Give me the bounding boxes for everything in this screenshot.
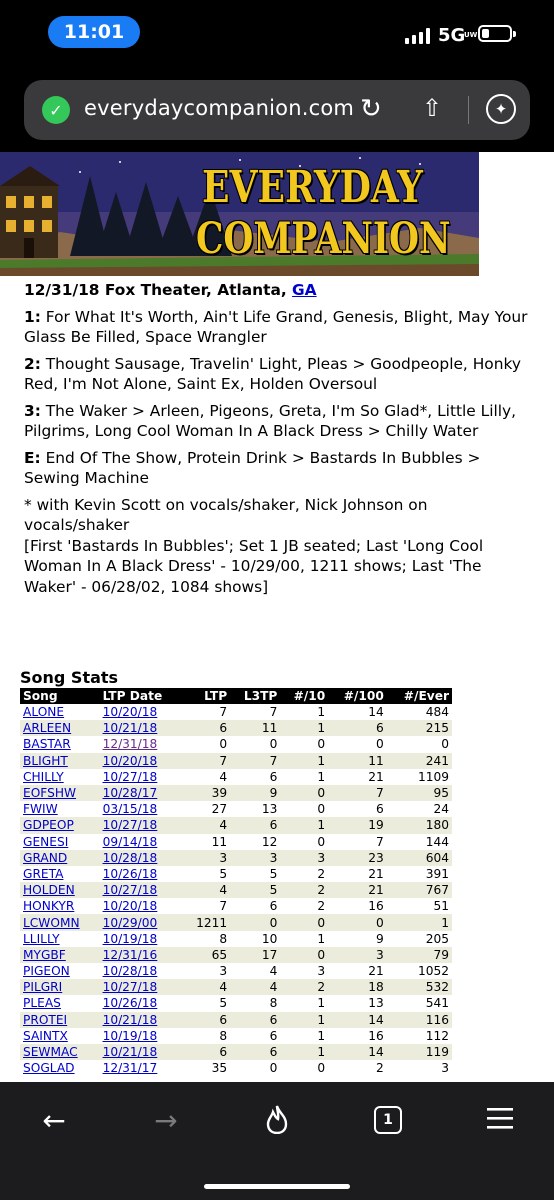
table-row [20,834,452,850]
cell-stat: 7 [376,834,384,849]
table-row [20,801,452,817]
ltp-date-link[interactable]: 10/29/00 [102,915,158,930]
cell-stat: 6 [183,1044,230,1060]
cell-stat: 0 [219,737,228,752]
ltp-date-link[interactable]: 10/28/17 [102,786,158,801]
cell-ltp-date[interactable] [100,1028,184,1044]
cell-song[interactable] [20,1044,100,1060]
cell-ltp-date[interactable] [100,963,184,979]
web-page [0,152,554,1082]
cell-song[interactable] [20,1028,100,1044]
signal-bars-icon [405,28,430,44]
cell-stat: 1 [317,931,326,946]
cell-stat: 7 [219,899,228,914]
cell-stat: 3 [230,850,280,866]
set-songs: The Waker > Arleen, Pigeons, Greta, I'm So Glad*, Little Lilly, Pilgrims, Long Cool Woman In A Black Dress > Chilly Water [24,401,517,440]
cell-stat: 532 [387,979,452,995]
col-song: Song [20,688,100,704]
cell-ltp-date[interactable] [100,1044,184,1060]
show-title-text: 12/31/18 Fox Theater, Atlanta, [24,281,287,299]
song-stats-title: Song Stats [20,668,119,687]
cell-song[interactable] [20,914,100,930]
cell-ltp-date[interactable] [100,785,184,801]
cell-stat: 24 [433,802,449,817]
set-label: 1: [24,307,41,326]
cell-stat: 0 [269,737,278,752]
cell-stat: 767 [387,882,452,898]
cell-song[interactable] [20,979,100,995]
cell-stat: 65 [183,947,230,963]
table-row [20,914,452,930]
ltp-date-link[interactable]: 10/19/18 [102,1028,158,1043]
cell-stat: 1 [280,720,328,736]
table-row [20,1044,452,1060]
cell-stat: 21 [368,866,384,881]
cell-ltp-date[interactable] [100,866,184,882]
cell-stat: 1052 [417,964,449,979]
song-stats-table [20,688,452,1076]
col-ltp: LTP [183,688,230,704]
col-last10: #/10 [280,688,328,704]
banner-title-line2: COMPANION [196,214,451,264]
ltp-date-link[interactable]: 10/26/18 [102,996,158,1011]
song-link[interactable]: FWIW [23,802,58,817]
browser-chrome [0,66,554,152]
cell-ltp-date[interactable] [100,979,184,995]
col-last100: #/100 [328,688,387,704]
cell-stat: 1 [317,996,326,1011]
song-link[interactable]: GDPEOP [23,818,74,833]
cell-stat: 12 [261,834,278,849]
cell-stat: 13 [368,996,384,1011]
cell-ltp-date[interactable] [100,801,184,817]
cell-stat: 0 [280,785,328,801]
table-row [20,1028,452,1044]
cell-stat: 2 [317,866,326,881]
song-link[interactable]: PIGEON [23,964,70,979]
cell-stat: 1 [317,769,326,784]
set-songs: For What It's Worth, Ain't Life Grand, Genesis, Blight, May Your Glass Be Filled, Space Wrangler [24,307,528,346]
ltp-date-link[interactable]: 10/20/18 [102,705,158,720]
cell-stat: 21 [368,769,384,784]
cell-ltp-date[interactable] [100,769,184,785]
cell-stat: 27 [211,802,228,817]
cell-ltp-date[interactable] [100,1012,184,1028]
cell-stat: 21 [368,964,384,979]
cell-stat: 215 [387,720,452,736]
ltp-date-link[interactable]: 10/28/18 [102,964,158,979]
cell-ltp-date[interactable] [100,704,184,720]
song-link[interactable]: LCWOMN [23,915,80,930]
cell-stat: 391 [425,866,449,881]
cell-song[interactable] [20,850,100,866]
cell-stat: 18 [328,979,387,995]
song-link[interactable]: HOLDEN [23,883,75,898]
cell-stat: 8 [219,931,228,946]
cell-ltp-date[interactable] [100,914,184,930]
col-l3tp: L3TP [230,688,280,704]
cell-stat: 79 [387,947,452,963]
table-row [20,720,452,736]
cell-stat: 484 [425,705,449,720]
cell-stat: 11 [230,720,280,736]
cell-stat: 1109 [417,769,449,784]
cell-stat: 6 [230,1044,280,1060]
address-divider [468,96,469,124]
cell-ltp-date[interactable] [100,817,184,833]
cell-stat: 541 [425,996,449,1011]
cell-song[interactable] [20,817,100,833]
show-notes: [First 'Bastards In Bubbles'; Set 1 JB seated; Last 'Long Cool Woman In A Black Dress' - 10/29/00, 1211 shows; Last 'The Waker' - 06/28/02, 1084 shows] [24,536,484,596]
cell-song[interactable] [20,769,100,785]
flame-icon[interactable] [257,1104,297,1141]
table-row [20,1060,452,1076]
table-row [20,753,452,769]
menu-icon[interactable] [480,1104,520,1137]
cell-stat: 144 [425,834,449,849]
ltp-date-link[interactable]: 12/31/17 [102,1061,158,1076]
cell-stat: 16 [368,1028,384,1043]
ltp-date-link[interactable]: 12/31/18 [102,737,158,752]
network-sub-label: UW [464,31,478,39]
cell-song[interactable] [20,801,100,817]
ltp-date-link[interactable]: 10/21/18 [102,1012,158,1027]
cell-ltp-date[interactable] [100,736,184,752]
cell-stat: 4 [183,817,230,833]
cell-stat: 1 [387,914,452,930]
cell-stat: 8 [219,1028,228,1043]
cell-stat: 1 [280,1044,328,1060]
cell-stat: 2 [317,899,326,914]
cell-stat: 4 [269,964,278,979]
cell-song[interactable] [20,963,100,979]
cell-stat: 0 [317,802,326,817]
ltp-date-link[interactable]: 10/27/18 [102,980,158,995]
ltp-date-link[interactable]: 10/27/18 [102,818,158,833]
cell-song[interactable] [20,1060,100,1076]
home-indicator[interactable] [204,1184,350,1189]
cell-stat: 14 [328,1044,387,1060]
table-header-row [20,688,452,704]
cell-stat: 3 [441,1061,449,1076]
cell-song[interactable] [20,882,100,898]
cell-stat: 14 [368,705,384,720]
cell-stat: 5 [230,882,280,898]
cell-ltp-date[interactable] [100,882,184,898]
cell-stat: 205 [425,931,449,946]
table-row [20,931,452,947]
status-bar [0,0,554,66]
cell-stat: 0 [317,1061,326,1076]
cell-stat: 4 [183,882,230,898]
table-row [20,817,452,833]
cell-song[interactable] [20,947,100,963]
cell-ltp-date[interactable] [100,898,184,914]
cell-stat: 3 [183,850,230,866]
set-label: E: [24,448,41,467]
table-row [20,995,452,1011]
song-link[interactable]: LLILLY [23,931,60,946]
cell-song[interactable] [20,1012,100,1028]
cell-stat: 5 [269,866,278,881]
cell-stat: 116 [387,1012,452,1028]
table-row [20,736,452,752]
cell-song[interactable] [20,704,100,720]
cell-stat: 112 [425,1028,449,1043]
cell-stat: 2 [280,979,328,995]
song-link[interactable]: ARLEEN [23,721,72,736]
song-link[interactable]: CHILLY [23,769,64,784]
cell-stat: 119 [387,1044,452,1060]
back-arrow-icon[interactable]: ← [42,1104,66,1137]
ltp-date-link[interactable]: 10/21/18 [102,1045,158,1060]
cell-stat: 5 [219,996,228,1011]
cell-ltp-date[interactable] [100,834,184,850]
share-icon[interactable]: ⇧ [422,94,443,122]
network-label: 5G [438,25,466,46]
status-time[interactable]: 11:01 [48,16,140,48]
ltp-date-link[interactable]: 10/19/18 [102,931,158,946]
cell-stat: 1 [280,753,328,769]
cell-stat: 4 [219,769,228,784]
cell-stat: 0 [230,914,280,930]
cell-stat: 5 [219,866,228,881]
song-link[interactable]: PROTEI [23,1012,68,1027]
cell-stat: 23 [328,850,387,866]
cell-stat: 3 [280,850,328,866]
song-link[interactable]: GRAND [23,850,68,865]
footnote: * with Kevin Scott on vocals/shaker, Nick Johnson on vocals/shaker [24,495,428,534]
table-row [20,979,452,995]
song-link[interactable]: GRETA [23,866,64,881]
table-row [20,785,452,801]
cell-stat: 51 [433,899,449,914]
table-row [20,769,452,785]
cell-stat: 6 [328,720,387,736]
cell-ltp-date[interactable] [100,753,184,769]
cell-stat: 2 [376,1061,384,1076]
table-row [20,882,452,898]
cell-stat: 21 [328,882,387,898]
cell-stat: 8 [269,996,278,1011]
cell-stat: 0 [280,947,328,963]
set-3 [24,401,536,442]
cell-song[interactable] [20,834,100,850]
song-link[interactable]: PILGRI [23,980,63,995]
cell-stat: 6 [269,769,278,784]
banner-title-line1: EVERYDAY [202,162,423,213]
cell-song[interactable] [20,866,100,882]
table-row [20,1012,452,1028]
set-label: 3: [24,401,41,420]
song-link[interactable]: EOFSHW [23,786,77,801]
cell-song[interactable] [20,898,100,914]
cell-ltp-date[interactable] [100,931,184,947]
cell-stat: 4 [183,979,230,995]
reload-icon[interactable]: ↻ [360,94,382,124]
cell-stat: 1 [317,705,326,720]
battery-icon [478,25,512,42]
cell-song[interactable] [20,736,100,752]
song-link[interactable]: GENESI [23,834,69,849]
cell-stat: 16 [368,899,384,914]
cell-stat: 6 [183,1012,230,1028]
song-link[interactable]: HONKYR [23,899,75,914]
cell-stat: 1211 [183,914,230,930]
table-row [20,850,452,866]
setlist [24,280,536,597]
song-link[interactable]: SOGLAD [23,1061,75,1076]
cell-stat: 35 [211,1061,228,1076]
set-encore [24,448,536,489]
ltp-date-link[interactable]: 12/31/16 [102,947,158,962]
cell-stat: 3 [317,964,326,979]
song-link[interactable]: BASTAR [23,737,71,752]
url-text[interactable]: everydaycompanion.com [84,96,355,120]
cell-stat: 95 [387,785,452,801]
set-2 [24,354,536,395]
cell-stat: 0 [280,914,328,930]
ltp-date-link[interactable]: 10/28/18 [102,850,158,865]
cell-stat: 1 [280,817,328,833]
tabs-icon[interactable]: 1 [374,1106,402,1134]
shield-check-icon[interactable]: ✓ [42,96,70,124]
ltp-date-link[interactable]: 10/21/18 [102,721,158,736]
cell-stat: 6 [269,899,278,914]
cell-stat: 39 [183,785,230,801]
cell-song[interactable] [20,995,100,1011]
song-link[interactable]: PLEAS [23,996,61,1011]
cell-stat: 180 [387,817,452,833]
ltp-date-link[interactable]: 10/27/18 [102,883,158,898]
cell-song[interactable] [20,720,100,736]
cell-stat: 0 [317,737,326,752]
song-link[interactable]: ALONE [23,705,65,720]
ltp-date-link[interactable]: 10/26/18 [102,866,158,881]
cell-stat: 19 [328,817,387,833]
cell-ltp-date[interactable] [100,1060,184,1076]
set-label: 2: [24,354,41,373]
song-link[interactable]: SAINTX [23,1028,68,1043]
cell-song[interactable] [20,753,100,769]
cell-ltp-date[interactable] [100,995,184,1011]
cell-stat: 6 [230,817,280,833]
col-ltp-date: LTP Date [100,688,184,704]
song-link[interactable]: MYGBF [23,947,66,962]
cell-ltp-date[interactable] [100,947,184,963]
song-link[interactable]: SEWMAC [23,1045,78,1060]
cell-stat: 7 [219,705,228,720]
cell-stat: 9 [376,931,384,946]
cell-stat: 0 [376,737,384,752]
table-row [20,898,452,914]
site-banner[interactable] [0,152,479,276]
cell-stat: 0 [441,737,449,752]
set-songs: Thought Sausage, Travelin' Light, Pleas > Goodpeople, Honky Red, I'm Not Alone, Saint Ex, Holden Oversoul [24,354,521,393]
cell-stat: 11 [328,753,387,769]
cell-stat: 7 [269,705,278,720]
cell-stat: 1 [317,1028,326,1043]
ltp-date-link[interactable]: 10/20/18 [102,753,158,768]
ltp-date-link[interactable]: 03/15/18 [102,802,158,817]
col-ever: #/Ever [387,688,452,704]
ltp-date-link[interactable]: 10/27/18 [102,769,158,784]
cell-stat: 4 [230,979,280,995]
bottom-toolbar [0,1082,554,1200]
cell-stat: 3 [328,947,387,963]
cell-stat: 13 [261,802,278,817]
cell-stat: 11 [211,834,228,849]
forward-arrow-icon[interactable]: → [154,1104,178,1137]
cell-song[interactable] [20,785,100,801]
cell-stat: 17 [230,947,280,963]
cell-ltp-date[interactable] [100,720,184,736]
set-1 [24,307,536,348]
table-row [20,963,452,979]
cell-stat: 6 [376,802,384,817]
table-row [20,947,452,963]
table-row [20,866,452,882]
cell-stat: 10 [261,931,278,946]
ltp-date-link[interactable]: 09/14/18 [102,834,158,849]
table-row [20,704,452,720]
cell-stat: 1 [280,1012,328,1028]
set-songs: End Of The Show, Protein Drink > Bastards In Bubbles > Sewing Machine [24,448,481,487]
cell-stat: 604 [387,850,452,866]
cell-stat: 0 [328,914,387,930]
cell-stat: 7 [328,785,387,801]
show-title [24,280,536,301]
cell-stat: 2 [280,882,328,898]
ltp-date-link[interactable]: 10/20/18 [102,899,158,914]
cell-stat: 0 [317,834,326,849]
cell-stat: 9 [230,785,280,801]
sparkle-chat-icon[interactable]: ✦ [486,94,516,124]
state-link[interactable]: GA [292,281,317,299]
cell-stat: 6 [269,1028,278,1043]
cell-stat: 3 [219,964,228,979]
cell-stat: 6 [230,1012,280,1028]
song-link[interactable]: BLIGHT [23,753,68,768]
cell-stat: 6 [183,720,230,736]
cell-stat: 241 [387,753,452,769]
cell-stat: 7 [230,753,280,769]
cell-song[interactable] [20,931,100,947]
cell-stat: 14 [328,1012,387,1028]
cell-stat: 0 [269,1061,278,1076]
cell-stat: 7 [183,753,230,769]
cell-ltp-date[interactable] [100,850,184,866]
